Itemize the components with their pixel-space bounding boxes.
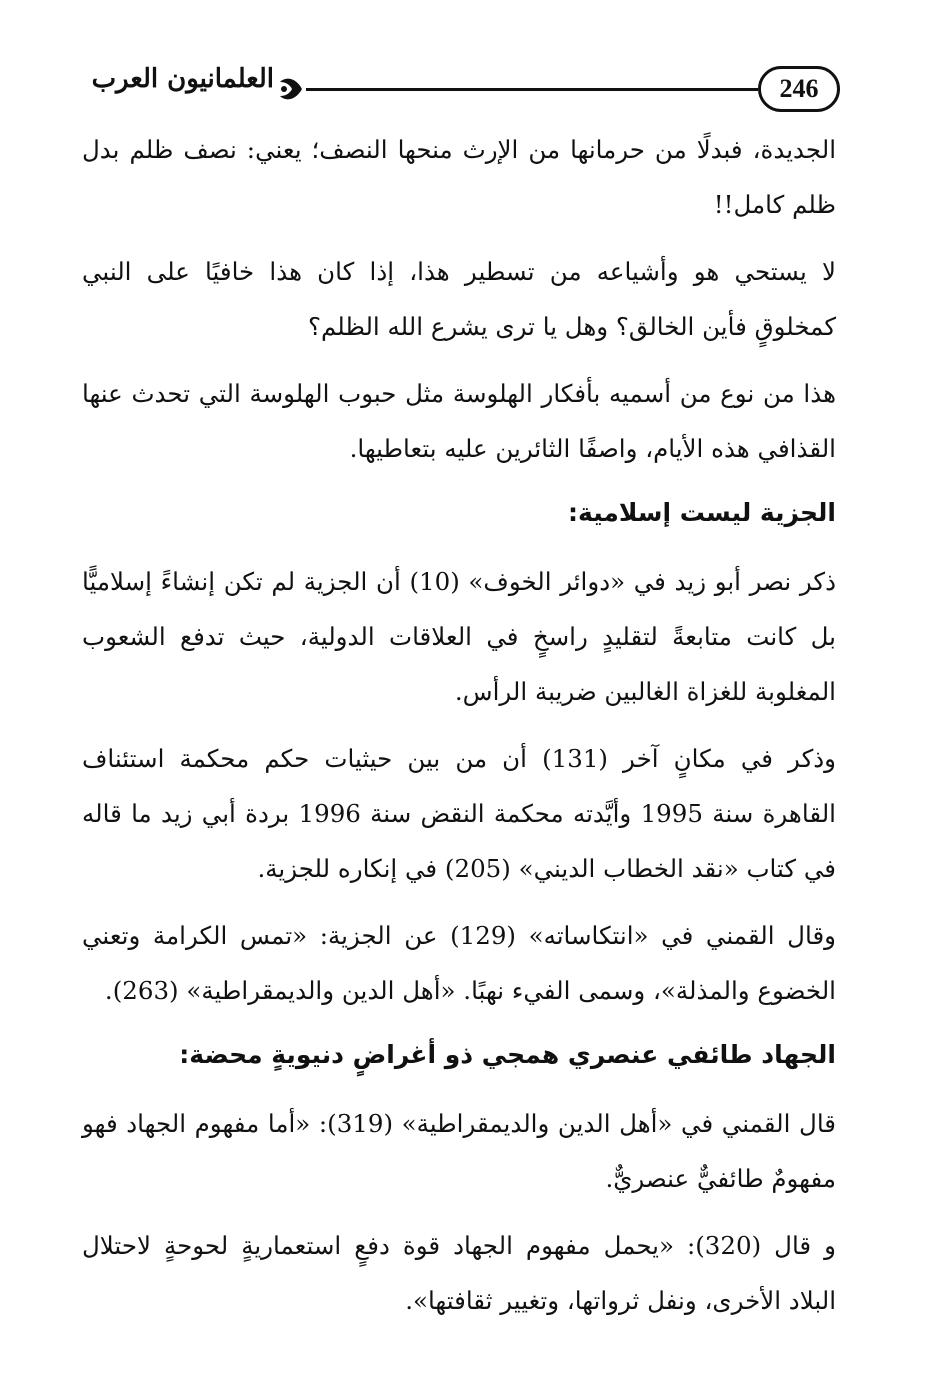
paragraph: لا يستحي هو وأشياعه من تسطير هذا، إذا كان هذا خافيًا على النبي كمخلوقٍ فأين الخالق؟ وهل يا ترى يشرع الله الظلم؟ — [82, 257, 836, 341]
page-header — [70, 60, 840, 120]
paragraph: و قال (320): «يحمل مفهوم الجهاد قوة دفعٍ استعماريةٍ لحوحةٍ لاحتلال البلاد الأخرى، ونفل ثرواتها، وتغيير ثقافتها». — [82, 1231, 836, 1315]
header-rule — [306, 88, 758, 91]
page-number-badge: 246 — [758, 66, 840, 112]
paragraph: الجديدة، فبدلًا من حرمانها من الإرث منحها النصف؛ يعني: نصف ظلم بدل ظلم كامل!! — [82, 135, 836, 219]
paragraph: وذكر في مكانٍ آخر (131) أن من بين حيثيات حكم محكمة استئناف القاهرة سنة 1995 وأيَّدته محكمة النقض سنة 1996 بردة أبي زيد ما قاله في كتاب «نقد الخطاب الديني» (205) في إنكاره للجزية. — [82, 744, 836, 883]
section-heading: الجهاد طائفي عنصري همجي ذو أغراضٍ دنيويةٍ محضة: — [179, 1040, 836, 1069]
paragraph: ذكر نصر أبو زيد في «دوائر الخوف» (10) أن الجزية لم تكن إنشاءً إسلاميًّا بل كانت متابعةً لتقليدٍ راسخٍ في العلاقات الدولية، حيث تدفع الشعوب المغلوبة للغزاة الغالبين ضريبة الرأس. — [82, 567, 836, 706]
running-title: العلمانيون العرب — [91, 64, 274, 94]
paragraph: قال القمني في «أهل الدين والديمقراطية» (319): «أما مفهوم الجهاد فهو مفهومٌ طائفيٌّ عنصريٌّ. — [82, 1109, 837, 1193]
section-heading: الجزية ليست إسلامية: — [568, 498, 836, 527]
paragraph: هذا من نوع من أسميه بأفكار الهلوسة مثل حبوب الهلوسة التي تحدث عنها القذافي هذه الأيام، واصفًا الثائرين عليه بتعاطيها. — [82, 379, 836, 463]
floral-ornament-icon — [276, 72, 306, 106]
page-body — [82, 122, 836, 1340]
paragraph: وقال القمني في «انتكاساته» (129) عن الجزية: «تمس الكرامة وتعني الخضوع والمذلة»، وسمى الفيء نهبًا. «أهل الدين والديمقراطية» (263). — [82, 921, 836, 1005]
